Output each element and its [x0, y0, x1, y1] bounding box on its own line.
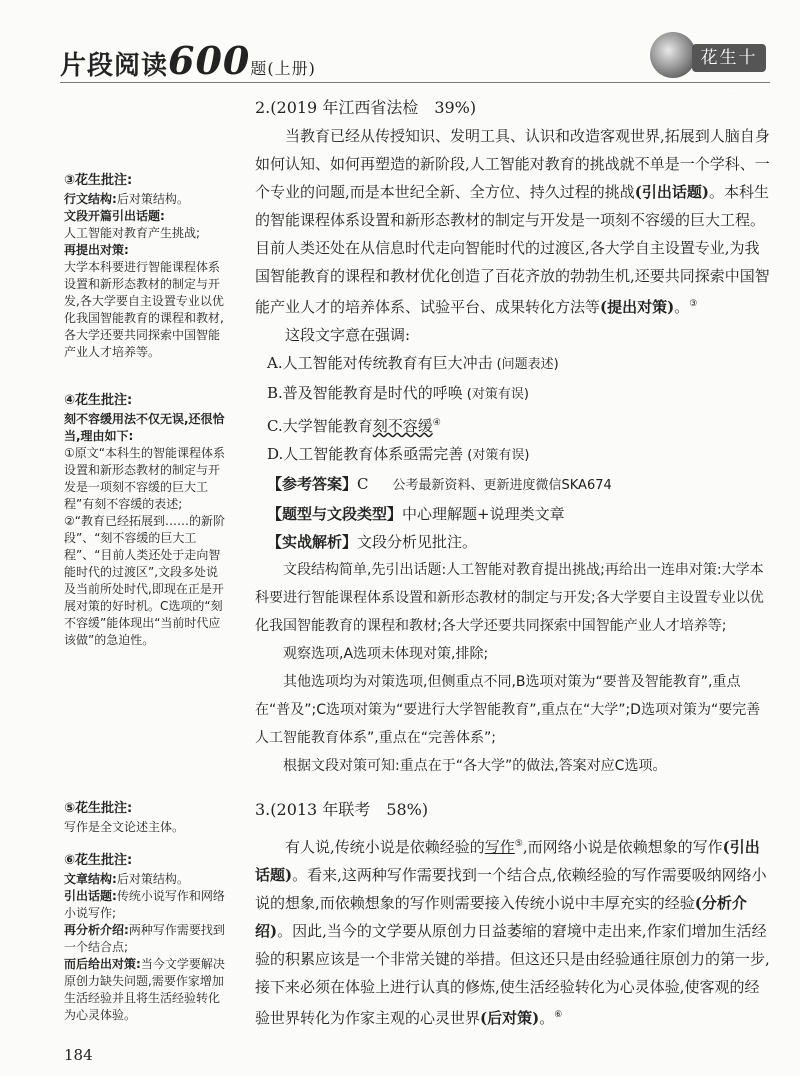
note-label: 行文结构:: [64, 192, 117, 206]
note-text: 写作是全文论述主体。: [64, 820, 185, 834]
option-b: B.普及智能教育是时代的呼唤 (对策有误): [267, 384, 529, 402]
note-text: 大学本科要进行智能课程体系设置和新形态教材的制定与开发,各大学要自主设置专业以优化我国智能教育的课程和教材,各大学还要共同探索中国智能产业人才培养等。: [64, 260, 224, 359]
note-label: 再分析介绍:: [64, 923, 129, 937]
note-item: ①原文“本科生的智能课程体系设置和新形态教材的制定与开发是一项刻不容缓的巨大工程”有刻不容缓的表述;: [64, 446, 225, 511]
analysis-body: [255, 556, 770, 780]
note-intro: 刻不容缓用法不仅无误,还很恰当,理由如下:: [64, 412, 225, 443]
title-number: 600: [168, 38, 251, 83]
note-label: 文章结构:: [64, 872, 117, 886]
analysis-paragraph: 根据文段对策可知:重点在于“各大学”的做法,答案对应C选项。: [283, 758, 667, 774]
note-text: 后对策结构。: [116, 192, 189, 206]
sidebar-note-3: [64, 172, 228, 361]
question-stem: 这段文字意在强调:: [285, 326, 411, 344]
sidebar-note-5: [64, 800, 228, 836]
note-text: 传统小说写作和网络小说写作;: [64, 889, 225, 920]
page-number: 184: [64, 1046, 93, 1064]
title-prefix: 片段阅读: [60, 51, 169, 81]
brand-logo: [640, 30, 770, 96]
title-volume: (上册): [267, 59, 316, 78]
note-tag: ③花生批注:: [64, 173, 133, 188]
question-heading: 2.(2019 年江西省法检 39%): [255, 98, 477, 117]
note-label: 而后给出对策:: [64, 957, 141, 971]
note-text: 当今文学要解决原创力缺失问题,需要作家增加生活经验并且将生活经验转化为心灵体验。: [64, 957, 225, 1022]
question-passage: 有人说,传统小说是依赖经验的写作⑤,而网络小说是依赖想象的写作(引出话题)。看来,这两种写作需要找到一个结合点,依赖经验的写作需要吸纳网络小说的想象,而依赖想象的写作则需要接入传统小说中丰厚充实的经验(分析介绍)。因此,当今的文学要从原创力日益萎缩的窘境中走出来,作家们增加生活经验的积累应该是一个非常关键的举措。但这还只是由经验通往原创力的第一步,接下来必须在体验上进行认真的修炼,使生活经验转化为心灵体验,使客观的经验世界转化为作家主观的心灵世界(后对策)。⑥: [255, 838, 770, 1027]
type-line: 【题型与文段类型】中心理解题+说理类文章: [267, 505, 565, 523]
note-text: 两种写作需要找到一个结合点;: [64, 923, 225, 954]
analysis-paragraph: 观察选项,A选项未体现对策,排除;: [283, 646, 489, 662]
sidebar-note-6: [64, 852, 228, 1024]
brand-text: 花生十三: [692, 44, 766, 72]
option-a: A.人工智能对传统教育有巨大冲击 (问题表述): [267, 354, 559, 372]
book-title: [60, 38, 316, 83]
note-text: 后对策结构。: [116, 872, 189, 886]
question-passage: 当教育已经从传授知识、发明工具、认识和改造客观世界,拓展到人脑自身如何认知、如何再塑造的新阶段,人工智能对教育的挑战就不单是一个学科、一个专业的问题,而是本世纪全新、全方位、持久过程的挑战(引出话题)。本科生的智能课程体系设置和新形态教材的制定与开发是一项刻不容缓的巨大工程。目前人类还处在从信息时代走向智能时代的过渡区,各大学自主设置专业,为我国智能教育的课程和教材优化创造了百花齐放的勃勃生机,还要共同探索中国智能产业人才的培养体系、试验平台、成果转化方法等(提出对策)。③: [255, 127, 770, 316]
note-label: 再提出对策:: [64, 243, 129, 257]
option-c: C.大学智能教育刻不容缓④: [267, 417, 441, 435]
analysis-paragraph: 文段结构简单,先引出话题:人工智能对教育提出挑战;再给出一连串对策:大学本科要进行智能课程体系设置和新形态教材的制定与开发;各大学要自主设置专业以优化我国智能教育的课程和教材;各大学还要共同探索中国智能产业人才培养等;: [255, 562, 764, 634]
header-divider: [60, 82, 770, 83]
title-suffix: 题: [250, 59, 268, 78]
analysis-paragraph: 其他选项均为对策选项,但侧重点不同,B选项对策为“要普及智能教育”,重点在“普及”;C选项对策为“要进行大学智能教育”,重点在“大学”;D选项对策为“要完善人工智能教育体系”,重点在“完善体系”;: [255, 674, 761, 746]
note-tag: ⑥花生批注:: [64, 853, 133, 868]
brand-circle-icon: [650, 32, 696, 78]
analysis-line: 【实战解析】文段分析见批注。: [267, 533, 478, 551]
question-heading: 3.(2013 年联考 58%): [255, 800, 429, 819]
note-tag: ⑤花生批注:: [64, 801, 133, 816]
answer-line: 【参考答案】C 公考最新资料、更新进度微信SKA674: [267, 475, 612, 493]
sidebar-note-4: [64, 392, 228, 649]
question-3: [255, 796, 770, 1032]
note-tag: ④花生批注:: [64, 393, 133, 408]
note-text: 人工智能对教育产生挑战;: [64, 226, 201, 240]
note-label: 引出话题:: [64, 889, 117, 903]
watermark-text: 公考最新资料、更新进度微信SKA674: [392, 478, 612, 493]
option-d: D.人工智能教育体系亟需完善 (对策有误): [267, 445, 530, 463]
note-item: ②“教育已经拓展到……的新阶段”、“刻不容缓的巨大工程”、“目前人类还处于走向智能时代的过渡区”,文段多处说及当前所处时代,即现在正是开展对策的好时机。C选项的“刻不容缓”能体现出“当前时代应该做”的急迫性。: [64, 514, 225, 647]
question-2: [255, 94, 770, 780]
note-label: 文段开篇引出话题:: [64, 209, 165, 223]
